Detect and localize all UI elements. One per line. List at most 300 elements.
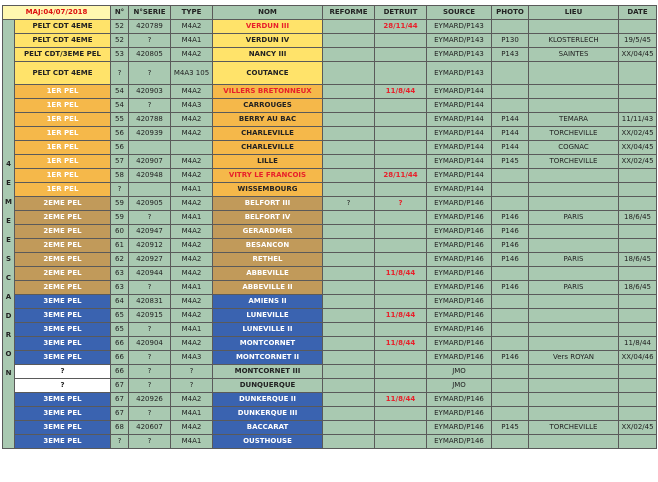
table-row bbox=[3, 351, 657, 365]
cell-detruit bbox=[375, 113, 427, 127]
cell-lieu bbox=[529, 99, 619, 113]
cell-photo: P130 bbox=[492, 34, 529, 48]
cell-type: M4A2 bbox=[171, 239, 213, 253]
cell-type: M4A2 bbox=[171, 225, 213, 239]
cell-source: EYMARD/P144 bbox=[427, 169, 492, 183]
cell-reforme: ? bbox=[323, 197, 375, 211]
cell-group: 3EME PEL bbox=[15, 337, 111, 351]
cell-lieu: PARIS bbox=[529, 281, 619, 295]
cell-n: 55 bbox=[111, 113, 129, 127]
cell-reforme bbox=[323, 281, 375, 295]
col-header-n: N° bbox=[111, 6, 129, 20]
cell-serie: ? bbox=[129, 407, 171, 421]
table-row bbox=[3, 239, 657, 253]
cell-reforme bbox=[323, 62, 375, 85]
cell-group: 3EME PEL bbox=[15, 309, 111, 323]
cell-date: XX/04/46 bbox=[619, 351, 657, 365]
cell-nom: VERDUN IV bbox=[213, 34, 323, 48]
cell-lieu: PARIS bbox=[529, 211, 619, 225]
cell-reforme bbox=[323, 169, 375, 183]
table-row bbox=[3, 435, 657, 449]
cell-nom: AMIENS II bbox=[213, 295, 323, 309]
cell-photo: P146 bbox=[492, 253, 529, 267]
cell-photo bbox=[492, 62, 529, 85]
side-letter: C bbox=[5, 274, 12, 282]
cell-date: 11/8/44 bbox=[619, 337, 657, 351]
table-row bbox=[3, 225, 657, 239]
cell-reforme bbox=[323, 407, 375, 421]
table-row bbox=[3, 295, 657, 309]
cell-lieu bbox=[529, 20, 619, 34]
header-row bbox=[3, 6, 657, 20]
cell-source: EYMARD/P146 bbox=[427, 309, 492, 323]
cell-detruit bbox=[375, 141, 427, 155]
table-row bbox=[3, 99, 657, 113]
cell-date: XX/04/45 bbox=[619, 48, 657, 62]
cell-detruit: 28/11/44 bbox=[375, 20, 427, 34]
cell-date bbox=[619, 99, 657, 113]
cell-photo bbox=[492, 365, 529, 379]
cell-serie: 420805 bbox=[129, 48, 171, 62]
cell-source: EYMARD/P146 bbox=[427, 267, 492, 281]
side-letter: M bbox=[5, 198, 12, 206]
cell-group: 1ER PEL bbox=[15, 113, 111, 127]
cell-detruit bbox=[375, 239, 427, 253]
cell-reforme bbox=[323, 225, 375, 239]
cell-reforme bbox=[323, 253, 375, 267]
cell-source: EYMARD/P146 bbox=[427, 253, 492, 267]
cell-date bbox=[619, 365, 657, 379]
cell-type: ? bbox=[171, 379, 213, 393]
cell-source: EYMARD/P144 bbox=[427, 99, 492, 113]
cell-type: M4A2 bbox=[171, 20, 213, 34]
cell-group: ? bbox=[15, 379, 111, 393]
cell-lieu bbox=[529, 239, 619, 253]
cell-photo: P145 bbox=[492, 155, 529, 169]
cell-date bbox=[619, 435, 657, 449]
cell-nom: VITRY LE FRANCOIS bbox=[213, 169, 323, 183]
cell-serie: 420903 bbox=[129, 85, 171, 99]
cell-nom: MONTCORNET III bbox=[213, 365, 323, 379]
cell-detruit bbox=[375, 127, 427, 141]
cell-date bbox=[619, 407, 657, 421]
cell-serie: 420947 bbox=[129, 225, 171, 239]
table-row bbox=[3, 211, 657, 225]
cell-group: PELT CDT 4EME bbox=[15, 62, 111, 85]
cell-serie: 420948 bbox=[129, 169, 171, 183]
cell-lieu bbox=[529, 183, 619, 197]
cell-detruit bbox=[375, 48, 427, 62]
cell-detruit: 11/8/44 bbox=[375, 393, 427, 407]
cell-lieu: COGNAC bbox=[529, 141, 619, 155]
cell-type bbox=[171, 141, 213, 155]
cell-date bbox=[619, 295, 657, 309]
cell-photo: P145 bbox=[492, 421, 529, 435]
cell-reforme bbox=[323, 183, 375, 197]
cell-type: M4A2 bbox=[171, 127, 213, 141]
cell-group: 2EME PEL bbox=[15, 267, 111, 281]
cell-serie: ? bbox=[129, 281, 171, 295]
cell-group: 3EME PEL bbox=[15, 393, 111, 407]
cell-n: 66 bbox=[111, 351, 129, 365]
cell-type: M4A1 bbox=[171, 281, 213, 295]
table-row bbox=[3, 393, 657, 407]
table-row bbox=[3, 113, 657, 127]
cell-detruit bbox=[375, 351, 427, 365]
cell-date: XX/02/45 bbox=[619, 421, 657, 435]
cell-serie: 420831 bbox=[129, 295, 171, 309]
cell-serie: 420788 bbox=[129, 113, 171, 127]
col-header-lieu: LIEU bbox=[529, 6, 619, 20]
cell-lieu bbox=[529, 169, 619, 183]
cell-reforme bbox=[323, 48, 375, 62]
table-row bbox=[3, 48, 657, 62]
cell-lieu bbox=[529, 197, 619, 211]
cell-photo bbox=[492, 393, 529, 407]
cell-group: PELT CDT/3EME PEL bbox=[15, 48, 111, 62]
cell-detruit bbox=[375, 379, 427, 393]
cell-group: PELT CDT 4EME bbox=[15, 34, 111, 48]
cell-photo: P146 bbox=[492, 281, 529, 295]
cell-date bbox=[619, 183, 657, 197]
cell-serie: 420905 bbox=[129, 197, 171, 211]
cell-serie: ? bbox=[129, 365, 171, 379]
side-letter: E bbox=[6, 217, 11, 225]
cell-photo bbox=[492, 183, 529, 197]
cell-date: 18/6/45 bbox=[619, 253, 657, 267]
cell-serie: ? bbox=[129, 435, 171, 449]
cell-detruit bbox=[375, 62, 427, 85]
cell-type: M4A2 bbox=[171, 169, 213, 183]
cell-n: 68 bbox=[111, 421, 129, 435]
cell-date: 11/11/43 bbox=[619, 113, 657, 127]
cell-reforme bbox=[323, 113, 375, 127]
table-row bbox=[3, 337, 657, 351]
cell-lieu: TORCHEVILLE bbox=[529, 155, 619, 169]
cell-detruit bbox=[375, 323, 427, 337]
cell-lieu: TEMARA bbox=[529, 113, 619, 127]
cell-nom: DUNQUERQUE bbox=[213, 379, 323, 393]
cell-n: 66 bbox=[111, 365, 129, 379]
cell-group: 3EME PEL bbox=[15, 351, 111, 365]
cell-date bbox=[619, 309, 657, 323]
cell-type: M4A2 bbox=[171, 85, 213, 99]
cell-nom: COUTANCE bbox=[213, 62, 323, 85]
cell-reforme bbox=[323, 421, 375, 435]
cell-source: EYMARD/P146 bbox=[427, 295, 492, 309]
cell-nom: BESANCON bbox=[213, 239, 323, 253]
cell-type: M4A3 105 bbox=[171, 62, 213, 85]
cell-source: EYMARD/P144 bbox=[427, 85, 492, 99]
cell-photo bbox=[492, 309, 529, 323]
cell-type: M4A1 bbox=[171, 435, 213, 449]
cell-reforme bbox=[323, 309, 375, 323]
cell-nom: LUNEVILLE bbox=[213, 309, 323, 323]
cell-nom: ABBEVILLE II bbox=[213, 281, 323, 295]
cell-photo: P144 bbox=[492, 127, 529, 141]
cell-lieu bbox=[529, 379, 619, 393]
cell-source: EYMARD/P146 bbox=[427, 407, 492, 421]
cell-date bbox=[619, 379, 657, 393]
cell-type: M4A2 bbox=[171, 393, 213, 407]
cell-nom: BELFORT IV bbox=[213, 211, 323, 225]
cell-source: EYMARD/P146 bbox=[427, 211, 492, 225]
cell-date bbox=[619, 323, 657, 337]
table-row bbox=[3, 127, 657, 141]
cell-source: EYMARD/P143 bbox=[427, 20, 492, 34]
cell-reforme bbox=[323, 295, 375, 309]
cell-type: M4A3 bbox=[171, 351, 213, 365]
cell-type: M4A2 bbox=[171, 309, 213, 323]
cell-detruit: ? bbox=[375, 197, 427, 211]
cell-serie: 420944 bbox=[129, 267, 171, 281]
cell-photo bbox=[492, 20, 529, 34]
cell-reforme bbox=[323, 127, 375, 141]
cell-n: 66 bbox=[111, 337, 129, 351]
cell-lieu bbox=[529, 309, 619, 323]
cell-lieu bbox=[529, 337, 619, 351]
cell-detruit bbox=[375, 225, 427, 239]
table-row bbox=[3, 183, 657, 197]
table-row bbox=[3, 253, 657, 267]
side-letter: O bbox=[5, 350, 12, 358]
cell-lieu bbox=[529, 295, 619, 309]
cell-photo bbox=[492, 99, 529, 113]
side-letter: 4 bbox=[6, 160, 11, 168]
cell-n: 67 bbox=[111, 407, 129, 421]
cell-n: 63 bbox=[111, 267, 129, 281]
cell-photo: P146 bbox=[492, 225, 529, 239]
cell-reforme bbox=[323, 267, 375, 281]
cell-date bbox=[619, 225, 657, 239]
cell-nom: MONTCORNET II bbox=[213, 351, 323, 365]
cell-nom: CARROUGES bbox=[213, 99, 323, 113]
cell-date: XX/04/45 bbox=[619, 141, 657, 155]
cell-n: 59 bbox=[111, 197, 129, 211]
cell-source: EYMARD/P144 bbox=[427, 127, 492, 141]
cell-serie: 420915 bbox=[129, 309, 171, 323]
col-header-date: DATE bbox=[619, 6, 657, 20]
cell-group: ? bbox=[15, 365, 111, 379]
cell-lieu: TORCHEVILLE bbox=[529, 127, 619, 141]
cell-serie: 420912 bbox=[129, 239, 171, 253]
cell-nom: BELFORT III bbox=[213, 197, 323, 211]
cell-photo bbox=[492, 295, 529, 309]
cell-photo bbox=[492, 337, 529, 351]
cell-lieu: KLOSTERLECH bbox=[529, 34, 619, 48]
cell-serie bbox=[129, 141, 171, 155]
cell-photo bbox=[492, 379, 529, 393]
table-row bbox=[3, 407, 657, 421]
cell-date bbox=[619, 197, 657, 211]
cell-type: M4A2 bbox=[171, 48, 213, 62]
side-letter: N bbox=[5, 369, 12, 377]
cell-reforme bbox=[323, 239, 375, 253]
cell-nom: VERDUN III bbox=[213, 20, 323, 34]
cell-source: EYMARD/P143 bbox=[427, 34, 492, 48]
cell-lieu bbox=[529, 85, 619, 99]
update-date: MAJ:04/07/2018 bbox=[3, 6, 111, 20]
cell-lieu: TORCHEVILLE bbox=[529, 421, 619, 435]
cell-lieu bbox=[529, 407, 619, 421]
cell-group: 3EME PEL bbox=[15, 295, 111, 309]
cell-photo: P144 bbox=[492, 141, 529, 155]
cell-source: EYMARD/P143 bbox=[427, 62, 492, 85]
cell-photo: P146 bbox=[492, 239, 529, 253]
cell-group: 3EME PEL bbox=[15, 421, 111, 435]
squadron-table bbox=[2, 5, 657, 449]
cell-n: ? bbox=[111, 183, 129, 197]
cell-reforme bbox=[323, 435, 375, 449]
cell-detruit bbox=[375, 295, 427, 309]
cell-detruit bbox=[375, 155, 427, 169]
cell-serie: 420904 bbox=[129, 337, 171, 351]
cell-reforme bbox=[323, 351, 375, 365]
cell-n: 58 bbox=[111, 169, 129, 183]
cell-group: 2EME PEL bbox=[15, 239, 111, 253]
cell-detruit bbox=[375, 253, 427, 267]
cell-type: M4A2 bbox=[171, 337, 213, 351]
table-row bbox=[3, 281, 657, 295]
cell-photo bbox=[492, 169, 529, 183]
cell-detruit bbox=[375, 421, 427, 435]
cell-n: 65 bbox=[111, 323, 129, 337]
table-row bbox=[3, 267, 657, 281]
cell-n: 67 bbox=[111, 393, 129, 407]
cell-serie: 420907 bbox=[129, 155, 171, 169]
table-body bbox=[3, 20, 657, 449]
cell-reforme bbox=[323, 155, 375, 169]
cell-nom: BACCARAT bbox=[213, 421, 323, 435]
cell-nom: WISSEMBOURG bbox=[213, 183, 323, 197]
cell-group: PELT CDT 4EME bbox=[15, 20, 111, 34]
col-header-source: SOURCE bbox=[427, 6, 492, 20]
cell-group: 2EME PEL bbox=[15, 197, 111, 211]
cell-lieu: Vers ROYAN bbox=[529, 351, 619, 365]
cell-type: M4A1 bbox=[171, 183, 213, 197]
table-row bbox=[3, 155, 657, 169]
cell-photo bbox=[492, 85, 529, 99]
cell-serie: ? bbox=[129, 379, 171, 393]
cell-type: M4A2 bbox=[171, 267, 213, 281]
squadron-side-label bbox=[3, 20, 15, 449]
cell-photo bbox=[492, 435, 529, 449]
cell-photo: P144 bbox=[492, 113, 529, 127]
side-letter: R bbox=[5, 331, 12, 339]
cell-serie: ? bbox=[129, 99, 171, 113]
cell-detruit: 11/8/44 bbox=[375, 309, 427, 323]
cell-group: 1ER PEL bbox=[15, 141, 111, 155]
cell-n: 60 bbox=[111, 225, 129, 239]
cell-nom: NANCY III bbox=[213, 48, 323, 62]
cell-n: 56 bbox=[111, 141, 129, 155]
cell-n: 52 bbox=[111, 20, 129, 34]
cell-nom: RETHEL bbox=[213, 253, 323, 267]
cell-detruit bbox=[375, 281, 427, 295]
cell-n: ? bbox=[111, 62, 129, 85]
cell-group: 2EME PEL bbox=[15, 281, 111, 295]
cell-source: EYMARD/P146 bbox=[427, 435, 492, 449]
cell-group: 1ER PEL bbox=[15, 155, 111, 169]
cell-type: M4A2 bbox=[171, 197, 213, 211]
cell-detruit: 11/8/44 bbox=[375, 85, 427, 99]
cell-date: 18/6/45 bbox=[619, 211, 657, 225]
cell-source: JMO bbox=[427, 365, 492, 379]
cell-detruit bbox=[375, 183, 427, 197]
cell-n: 54 bbox=[111, 99, 129, 113]
cell-reforme bbox=[323, 20, 375, 34]
cell-nom: DUNKERQUE II bbox=[213, 393, 323, 407]
table-row bbox=[3, 20, 657, 34]
cell-group: 1ER PEL bbox=[15, 85, 111, 99]
cell-type: M4A2 bbox=[171, 155, 213, 169]
cell-detruit bbox=[375, 435, 427, 449]
cell-date: 18/6/45 bbox=[619, 281, 657, 295]
cell-nom: LILLE bbox=[213, 155, 323, 169]
cell-group: 1ER PEL bbox=[15, 169, 111, 183]
cell-type: M4A1 bbox=[171, 323, 213, 337]
cell-lieu bbox=[529, 62, 619, 85]
cell-nom: CHARLEVILLE bbox=[213, 127, 323, 141]
cell-n: ? bbox=[111, 435, 129, 449]
cell-detruit bbox=[375, 407, 427, 421]
cell-serie: 420939 bbox=[129, 127, 171, 141]
cell-group: 1ER PEL bbox=[15, 183, 111, 197]
cell-detruit bbox=[375, 34, 427, 48]
table-row bbox=[3, 197, 657, 211]
cell-source: EYMARD/P146 bbox=[427, 393, 492, 407]
cell-nom: CHARLEVILLE bbox=[213, 141, 323, 155]
cell-type: M4A1 bbox=[171, 407, 213, 421]
cell-n: 56 bbox=[111, 127, 129, 141]
cell-date: XX/02/45 bbox=[619, 127, 657, 141]
cell-reforme bbox=[323, 379, 375, 393]
cell-type: M4A1 bbox=[171, 34, 213, 48]
cell-nom: MONTCORNET bbox=[213, 337, 323, 351]
cell-n: 57 bbox=[111, 155, 129, 169]
cell-source: EYMARD/P144 bbox=[427, 183, 492, 197]
cell-serie: 420789 bbox=[129, 20, 171, 34]
cell-n: 53 bbox=[111, 48, 129, 62]
table-row bbox=[3, 62, 657, 85]
cell-lieu bbox=[529, 435, 619, 449]
side-letter: E bbox=[6, 236, 11, 244]
cell-n: 65 bbox=[111, 309, 129, 323]
cell-detruit: 11/8/44 bbox=[375, 267, 427, 281]
col-header-nom: NOM bbox=[213, 6, 323, 20]
cell-n: 61 bbox=[111, 239, 129, 253]
table-row bbox=[3, 365, 657, 379]
cell-source: EYMARD/P143 bbox=[427, 48, 492, 62]
cell-group: 1ER PEL bbox=[15, 99, 111, 113]
cell-group: 2EME PEL bbox=[15, 211, 111, 225]
side-letter: D bbox=[5, 312, 12, 320]
cell-type: M4A3 bbox=[171, 99, 213, 113]
cell-nom: ABBEVILLE bbox=[213, 267, 323, 281]
side-letter: E bbox=[6, 179, 11, 187]
cell-lieu: PARIS bbox=[529, 253, 619, 267]
cell-serie bbox=[129, 183, 171, 197]
cell-lieu bbox=[529, 267, 619, 281]
cell-serie: 420607 bbox=[129, 421, 171, 435]
cell-n: 63 bbox=[111, 281, 129, 295]
cell-lieu bbox=[529, 365, 619, 379]
cell-serie: ? bbox=[129, 351, 171, 365]
cell-serie: 420926 bbox=[129, 393, 171, 407]
side-letter: S bbox=[5, 255, 12, 263]
col-header-type: TYPE bbox=[171, 6, 213, 20]
cell-serie: ? bbox=[129, 62, 171, 85]
